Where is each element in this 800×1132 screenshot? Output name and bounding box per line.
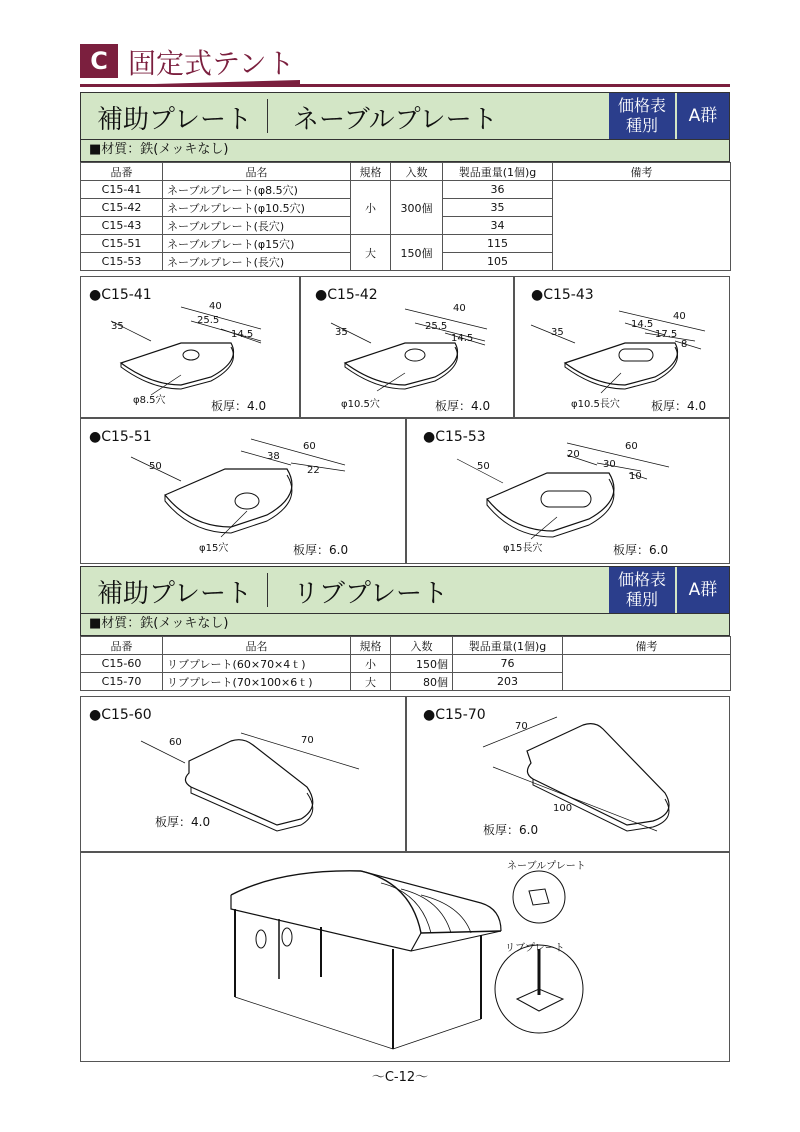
price-group: A群 [677, 93, 729, 139]
table-row: C15-42 ネーブルプレート(φ10.5穴) 35 [81, 199, 731, 217]
col-code: 品番 [81, 163, 163, 181]
col-qty: 入数 [391, 163, 443, 181]
table-row: C15-60 リブプレート(60×70×4ｔ) 小 150個 76 [81, 655, 731, 673]
rib-drawing [407, 697, 731, 853]
diagram-c15-41: ●C15-41 40 35 25.5 14.5 φ8.5穴 板厚：4.0 [80, 276, 300, 418]
title-divider [267, 99, 268, 133]
diagram-id: ●C15-51 [89, 429, 152, 445]
naval-plate-label: ネーブルプレート [507, 861, 586, 872]
header-rule-accent [120, 80, 300, 85]
page-title: 固定式テント [128, 47, 295, 80]
diagram-c15-60: ●C15-60 60 70 板厚：4.0 [80, 696, 406, 852]
table-row: C15-43 ネーブルプレート(長穴) 34 [81, 217, 731, 235]
diagram-id: ●C15-70 [423, 707, 486, 723]
table-header-row: 品番 品名 規格 入数 製品重量(1個)g 備考 [81, 637, 731, 655]
col-name: 品名 [163, 163, 351, 181]
diagram-c15-51: ●C15-51 60 50 38 22 φ15穴 板厚：6.0 [80, 418, 406, 564]
col-weight: 製品重量(1個)g [443, 163, 553, 181]
tent-drawing [81, 853, 731, 1063]
diagram-id: ●C15-43 [531, 287, 594, 303]
plate-drawing [81, 419, 407, 565]
chapter-badge: C [80, 44, 118, 78]
diagram-id: ●C15-53 [423, 429, 486, 445]
diagram-id: ●C15-42 [315, 287, 378, 303]
section-category: 補助プレート [97, 579, 252, 609]
price-group: A群 [677, 567, 729, 613]
table-header-row [81, 163, 731, 181]
section-title-naval [80, 92, 730, 140]
section-category: 補助プレート [97, 105, 252, 135]
table-row: C15-41 ネーブルプレート(φ8.5穴) 小 300個 36 [81, 181, 731, 199]
spec-table-rib [80, 636, 731, 691]
diagram-id: ●C15-60 [89, 707, 152, 723]
table-row: C15-53 ネーブルプレート(長穴) 105 [81, 253, 731, 271]
section-product: リブプレート [293, 579, 448, 609]
material-line: ■材質：鉄(メッキなし) [80, 140, 730, 162]
plate-drawing [81, 277, 301, 419]
col-size: 規格 [351, 163, 391, 181]
price-table-label: 価格表 種別 [609, 567, 675, 613]
rib-plate-label: リブプレート [505, 943, 565, 954]
plate-drawing [407, 419, 731, 565]
tent-illustration [80, 852, 730, 1062]
note-cell [563, 655, 731, 691]
diagram-c15-53: ●C15-53 60 50 20 30 10 φ15長穴 板厚：6.0 [406, 418, 730, 564]
price-table-label: 価格表 種別 [609, 93, 675, 139]
col-note: 備考 [553, 163, 731, 181]
section-title-rib [80, 566, 730, 614]
rib-drawing [81, 697, 407, 853]
table-row: C15-51 ネーブルプレート(φ15穴) 大 150個 115 [81, 235, 731, 253]
spec-table-naval [80, 162, 731, 271]
table-row: C15-70 リブプレート(70×100×6ｔ) 大 80個 203 [81, 673, 731, 691]
diagram-c15-42: ●C15-42 40 35 25.5 14.5 φ10.5穴 板厚：4.0 [300, 276, 514, 418]
diagram-c15-43: ●C15-43 40 35 14.5 17.5 8 φ10.5長穴 板厚：4.0 [514, 276, 730, 418]
note-cell [553, 181, 731, 271]
section-product: ネーブルプレート [293, 105, 498, 135]
diagram-c15-70: ●C15-70 70 100 板厚：6.0 [406, 696, 730, 852]
diagram-id: ●C15-41 [89, 287, 152, 303]
page-number: ～C-12～ [371, 1070, 429, 1085]
title-divider [267, 573, 268, 607]
material-line: ■材質：鉄(メッキなし) [80, 614, 730, 636]
